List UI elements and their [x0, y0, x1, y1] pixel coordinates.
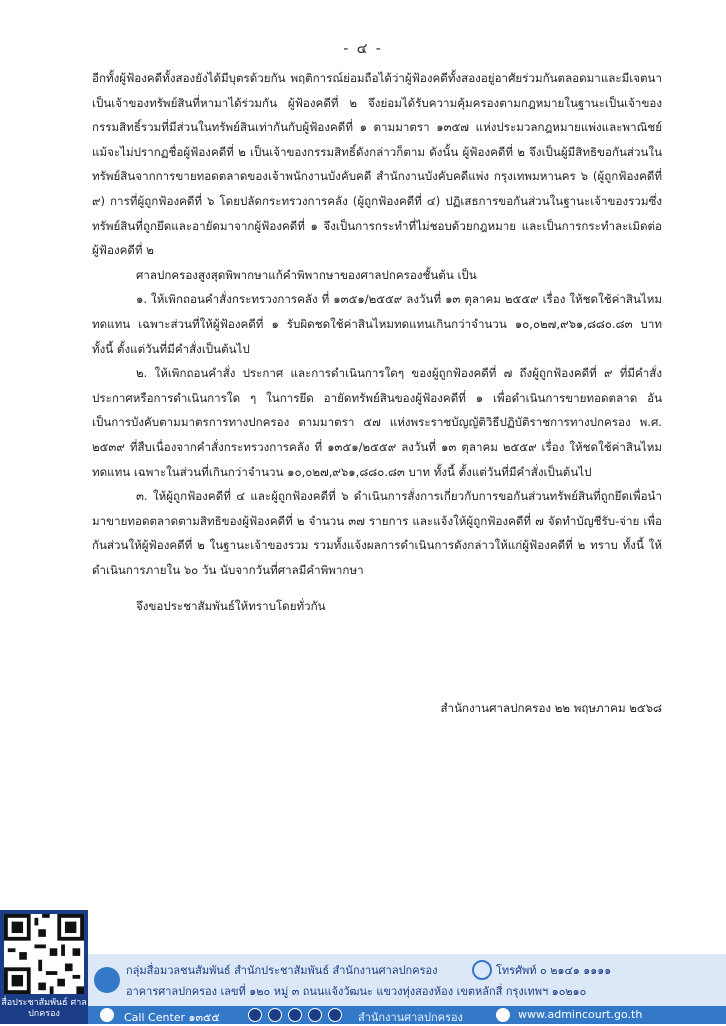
footer-department: กลุ่มสื่อมวลชนสัมพันธ์ สำนักประชาสัมพันธ์ สำนักงานศาลปกครอง [126, 964, 438, 977]
footer-link-bar [88, 1006, 726, 1024]
paragraph-reasoning: อีกทั้งผู้ฟ้องคดีทั้งสองยังได้มีบุตรด้วยกัน พฤติการณ์ย่อมถือได้ว่าผู้ฟ้องคดีทั้งสองอยู่อาศัยร่วมกันตลอดมาและมีเจตนาเป็นเจ้าของทรัพย์สินที่หามาได้ร่วมกัน ผู้ฟ้องคดีที่ ๒ จึงย่อมได้รับความคุ้มครองตามกฎหมายในฐานะเป็นเจ้าของกรรมสิทธิ์รวมที่มีส่วนในทรัพย์สินเท่ากันกับผู้ฟ้องคดีที่ ๑ ตามมาตรา ๑๓๕๗ แห่งประมวลกฎหมายแพ่งและพาณิชย์ แม้จะไม่ปรากฏชื่อผู้ฟ้องคดีที่ ๒ เป็นเจ้าของกรรมสิทธิ์ดังกล่าวก็ตาม ดังนั้น ผู้ฟ้องคดีที่ ๒ จึงเป็นผู้มีสิทธิขอกันส่วนในทรัพย์สินจากการขายทอดตลาดของเจ้าพนักงานบังคับคดี สำนักงานบังคับคดีแพ่ง กรุงเทพมหานคร ๖ (ผู้ถูกฟ้องคดีที่ ๙) การที่ผู้ถูกฟ้องคดีที่ ๖ โดยปลัดกระทรวงการคลัง (ผู้ถูกฟ้องคดีที่ ๔) ปฏิเสธการขอกันส่วนในฐานะเจ้าของรวมซึ่งทรัพย์สินที่ถูกยึดและอายัดมาจากผู้ฟ้องคดีที่ ๑ จึงเป็นการกระทำที่ไม่ชอบด้วยกฎหมาย และเป็นการกระทำละเมิดต่อผู้ฟ้องคดีที่ ๒ [92, 71, 662, 258]
phone-icon [472, 960, 492, 980]
footer-address: อาคารศาลปกครอง เลขที่ ๑๒๐ หมู่ ๓ ถนนแจ้งวัฒนะ แขวงทุ่งสองห้อง เขตหลักสี่ กรุงเทพฯ ๑๐๒๑๐ [126, 985, 587, 998]
paragraph-order-3: ๓. ให้ผู้ถูกฟ้องคดีที่ ๔ และผู้ถูกฟ้องคดีที่ ๖ ดำเนินการสั่งการเกี่ยวกับการขอกันส่วนทรัพย์สินที่ถูกยึดเพื่อนำมาขายทอดตลาดตามสิทธิของผู้ฟ้องคดีที่ ๒ จำนวน ๓๗ รายการ และแจ้งให้ผู้ถูกฟ้องคดีที่ ๗ จัดทำบัญชีรับ-จ่าย เพื่อกันส่วนให้ผู้ฟ้องคดีที่ ๒ ในฐานะเจ้าของรวม รวมทั้งแจ้งผลการดำเนินการดังกล่าวให้แก่ผู้ฟ้องคดีที่ ๒ ทราบ ทั้งนี้ ให้ดำเนินการภายใน ๖๐ วัน นับจากวันที่ศาลมีคำพิพากษา [92, 489, 662, 577]
twitter-icon[interactable] [308, 1008, 322, 1022]
facebook-icon[interactable] [248, 1008, 262, 1022]
paragraph-judgment-intro: ศาลปกครองสูงสุดพิพากษาแก้คำพิพากษาของศาลปกครองชั้นต้น เป็น [136, 267, 477, 282]
call-center-icon [100, 1008, 114, 1022]
footer-phone: โทรศัพท์ ๐ ๒๑๔๑ ๑๑๑๑ [496, 964, 612, 977]
paragraph-order-2: ๒. ให้เพิกถอนคำสั่ง ประกาศ และการดำเนินการใดๆ ของผู้ถูกฟ้องคดีที่ ๗ ถึงผู้ถูกฟ้องคดีที่ ๙ ที่มีคำสั่ง ประกาศหรือการดำเนินการใด ๆ ในการยึด อายัดทรัพย์สินของผู้ฟ้องคดีที่ ๑ เพื่อดำเนินการขายทอดตลาด อันเป็นการบังคับตามมาตรการทางปกครอง ตามมาตรา ๕๗ แห่งพระราชบัญญัติวิธีปฏิบัติราชการทางปกครอง พ.ศ. ๒๕๓๙ ที่สืบเนื่องจากคำสั่งกระทรวงการคลัง ที่ ๑๓๕๑/๒๕๕๙ ลงวันที่ ๑๓ ตุลาคม ๒๕๕๙ เรื่อง ให้ชดใช้ค่าสินไหมทดแทน เฉพาะในส่วนที่เกินกว่าจำนวน ๑๐,๐๒๗,๙๖๑,๘๘๐.๘๓ บาท ทั้งนี้ ตั้งแต่วันที่มีคำสั่งเป็นต้นไป [92, 366, 662, 479]
website-link[interactable]: www.admincourt.go.th [518, 1008, 643, 1021]
page-number: - ๔ - [343, 41, 383, 57]
qr-caption: สื่อประชาสัมพันธ์ ศาลปกครอง [1, 998, 87, 1019]
qr-code-icon[interactable] [4, 914, 84, 994]
globe-icon [496, 1008, 510, 1022]
qr-panel [0, 910, 88, 1024]
call-center-link[interactable]: Call Center ๑๓๕๕ [124, 1011, 220, 1024]
home-icon [94, 967, 120, 993]
line-icon[interactable] [268, 1008, 282, 1022]
signoff-line: สำนักงานศาลปกครอง ๒๒ พฤษภาคม ๒๕๖๘ [440, 701, 662, 715]
document-body [92, 66, 662, 619]
youtube-icon[interactable] [288, 1008, 302, 1022]
footer-org-name: สำนักงานศาลปกครอง [358, 1011, 463, 1024]
footer-contact-panel [88, 954, 726, 1006]
instagram-icon[interactable] [328, 1008, 342, 1022]
paragraph-closing: จึงขอประชาสัมพันธ์ให้ทราบโดยทั่วกัน [136, 599, 326, 614]
paragraph-order-1: ๑. ให้เพิกถอนคำสั่งกระทรวงการคลัง ที่ ๑๓๕๑/๒๕๕๙ ลงวันที่ ๑๓ ตุลาคม ๒๕๕๙ เรื่อง ให้ชดใช้ค่าสินไหมทดแทน เฉพาะส่วนที่ให้ผู้ฟ้องคดีที่ ๑ รับผิดชดใช้ค่าสินไหมทดแทนเกินกว่าจำนวน ๑๐,๐๒๗,๙๖๑,๘๘๐.๘๓ บาท ทั้งนี้ ตั้งแต่วันที่มีคำสั่งเป็นต้นไป [92, 292, 662, 356]
footer-banner [0, 908, 726, 1024]
